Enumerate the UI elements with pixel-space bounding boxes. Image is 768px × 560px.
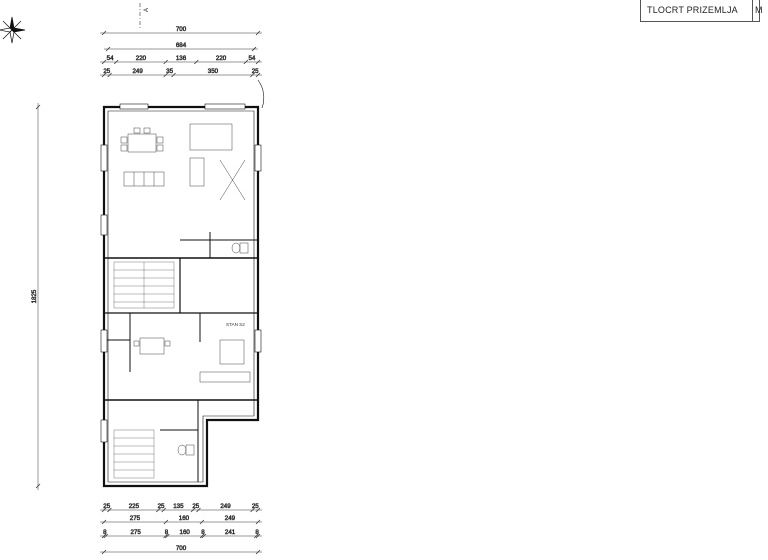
- unit-s2-label: STAN S2: [226, 322, 245, 327]
- left-dim-outer-0: 1825: [31, 289, 38, 304]
- svg-text:A: A: [144, 7, 150, 12]
- bottom-dim-row3-2: 8: [164, 529, 169, 536]
- building-walls: [104, 107, 258, 486]
- top-dim-row1-0: 700: [175, 26, 187, 33]
- drawing-title: TLOCRT PRIZEMLJA: [647, 5, 738, 15]
- north-arrow-icon: [0, 17, 25, 43]
- bottom-dim-row2-1: 160: [178, 515, 190, 522]
- bottom-dim-row1-1: 225: [128, 503, 140, 510]
- window-marks: [101, 104, 261, 442]
- bottom-dim-row1-2: 25: [157, 503, 165, 510]
- wc-fixtures: [178, 243, 248, 455]
- top-dim-row4-3: 350: [207, 68, 219, 75]
- top-dimension-lines: [100, 26, 262, 77]
- staircase: [114, 262, 174, 478]
- top-dim-row3-4: 54: [248, 55, 256, 62]
- bottom-dim-row3-1: 275: [130, 529, 141, 536]
- bottom-dim-row1-3: 135: [173, 503, 184, 510]
- top-dim-row3-3: 220: [215, 55, 227, 62]
- bottom-dim-row1-0: 25: [103, 503, 111, 510]
- sofa-upper: [124, 172, 164, 186]
- section-marker-a: [140, 3, 150, 28]
- bottom-dimension-lines: [100, 503, 262, 554]
- top-dim-row4-0: 25: [103, 68, 111, 75]
- top-dim-row3-0: 54: [106, 55, 114, 62]
- left-dimension-lines: [31, 103, 40, 490]
- bottom-dim-row4-0: 700: [175, 545, 187, 552]
- top-dim-row4-4: 25: [251, 68, 259, 75]
- bottom-dim-row3-5: 241: [224, 529, 236, 536]
- bottom-dim-row2-2: 249: [224, 515, 236, 522]
- drawing-title-block: [640, 0, 763, 22]
- top-dim-row2-0: 684: [175, 42, 187, 49]
- top-dim-row3-2: 136: [175, 55, 187, 62]
- bottom-dim-row3-3: 160: [179, 529, 190, 536]
- bottom-dim-row3-6: 8: [255, 529, 259, 536]
- dining-table-upper: [121, 128, 163, 152]
- bottom-dim-row2-0: 275: [129, 515, 141, 522]
- top-dim-row4-1: 249: [132, 68, 143, 75]
- dining-table-lower: [134, 338, 250, 382]
- kitchen-counter-upper: [190, 124, 245, 200]
- bottom-dim-row1-4: 25: [192, 503, 200, 510]
- sheet-letter: M: [755, 5, 763, 15]
- top-dim-row4-2: 35: [166, 68, 174, 75]
- bottom-dim-row3-0: 8: [103, 529, 107, 536]
- bottom-dim-row1-5: 249: [220, 503, 231, 510]
- top-dim-row3-1: 220: [135, 55, 147, 62]
- bottom-dim-row1-6: 25: [251, 503, 259, 510]
- entrance-door-arc: [258, 80, 264, 108]
- bottom-dim-row3-4: 8: [201, 529, 205, 536]
